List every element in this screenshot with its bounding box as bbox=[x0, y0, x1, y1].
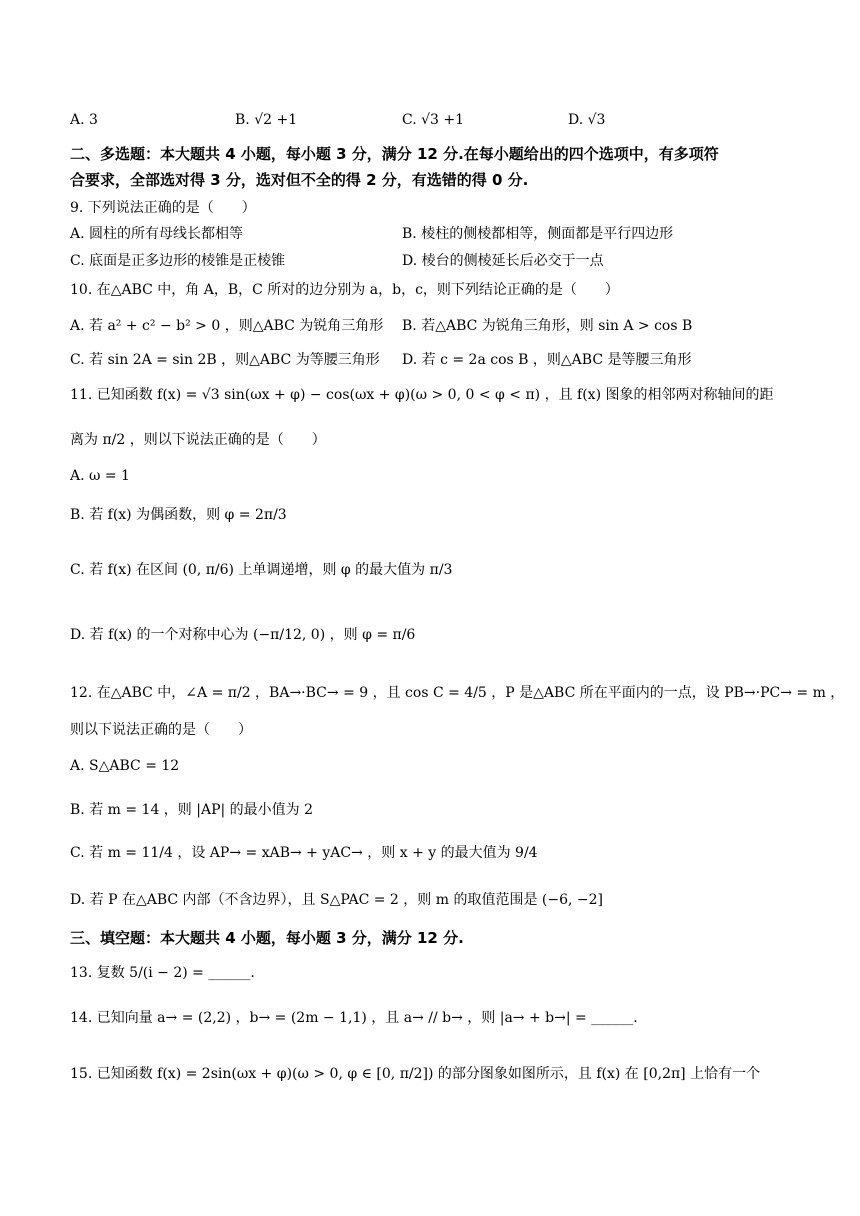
section-2-heading-line1: 二、多选题：本大题共 4 小题，每小题 3 分，满分 12 分.在每小题给出的四个选项中，有多项符 bbox=[70, 145, 719, 163]
option-a: A. ω = 1 bbox=[70, 468, 130, 484]
option-a: A. 若 a² + c² − b² > 0 ，则△ABC 为锐角三角形 bbox=[70, 318, 384, 334]
option-a: A. 圆柱的所有母线长都相等 bbox=[70, 226, 244, 242]
section-3-heading: 三、填空题：本大题共 4 小题，每小题 3 分，满分 12 分. bbox=[70, 929, 464, 947]
option-c: C. √3 +1 bbox=[402, 112, 465, 128]
option-d: D. 若 P 在△ABC 内部（不含边界），且 S△PAC = 2 ，则 m 的取值范围是 (−6, −2] bbox=[70, 892, 604, 908]
option-c: C. 若 f(x) 在区间 (0, π/6) 上单调递增，则 φ 的最大值为 π/3 bbox=[70, 562, 453, 578]
option-d: D. 若 f(x) 的一个对称中心为 (−π/12, 0) ，则 φ = π/6 bbox=[70, 627, 416, 643]
question-stem-line1: 11. 已知函数 f(x) = √3 sin(ωx + φ) − cos(ωx + φ)(ω > 0, 0 < φ < π) ，且 f(x) 图象的相邻两对称轴间的距 bbox=[70, 387, 774, 403]
option-d: D. 若 c = 2a cos B ，则△ABC 是等腰三角形 bbox=[402, 352, 692, 368]
option-b: B. 若 f(x) 为偶函数，则 φ = 2π/3 bbox=[70, 507, 287, 523]
option-b: B. 棱柱的侧棱都相等，侧面都是平行四边形 bbox=[402, 226, 674, 242]
question-stem: 10. 在△ABC 中，角 A，B，C 所对的边分别为 a，b，c，则下列结论正确的是（ ） bbox=[70, 282, 619, 298]
option-d: D. 棱台的侧棱延长后必交于一点 bbox=[402, 253, 604, 269]
question-13: 13. 复数 5/(i − 2) = ______. bbox=[70, 965, 255, 981]
option-c: C. 底面是正多边形的棱锥是正棱锥 bbox=[70, 253, 286, 269]
question-15: 15. 已知函数 f(x) = 2sin(ωx + φ)(ω > 0, φ ∈ [0, π/2]) 的部分图象如图所示，且 f(x) 在 [0,2π] 上恰有一个 bbox=[70, 1066, 761, 1082]
option-c: C. 若 m = 11/4 ，设 AP→ = xAB→ + yAC→ ，则 x + y 的最大值为 9/4 bbox=[70, 845, 538, 861]
option-d: D. √3 bbox=[568, 112, 606, 128]
question-stem-line1: 12. 在△ABC 中，∠A = π/2 ，BA→·BC→ = 9 ，且 cos C = 4/5 ，P 是△ABC 所在平面内的一点，设 PB→·PC→ = m ， bbox=[70, 685, 845, 701]
question-stem-line2: 离为 π/2 ，则以下说法正确的是（ ） bbox=[70, 432, 326, 448]
option-c: C. 若 sin 2A = sin 2B ，则△ABC 为等腰三角形 bbox=[70, 352, 380, 368]
question-14: 14. 已知向量 a→ = (2,2) ，b→ = (2m − 1,1) ，且 a→ // b→ ，则 |a→ + b→| = ______. bbox=[70, 1010, 638, 1026]
option-b: B. √2 +1 bbox=[235, 112, 298, 128]
question-stem-line2: 则以下说法正确的是（ ） bbox=[70, 722, 252, 738]
question-stem: 9. 下列说法正确的是（ ） bbox=[70, 200, 256, 216]
option-b: B. 若 m = 14 ，则 |AP| 的最小值为 2 bbox=[70, 802, 314, 818]
option-a: A. S△ABC = 12 bbox=[70, 758, 180, 774]
option-a: A. 3 bbox=[70, 112, 98, 128]
section-2-heading-line2: 合要求，全部选对得 3 分，选对但不全的得 2 分，有选错的得 0 分. bbox=[70, 171, 529, 189]
option-b: B. 若△ABC 为锐角三角形，则 sin A > cos B bbox=[402, 318, 693, 334]
